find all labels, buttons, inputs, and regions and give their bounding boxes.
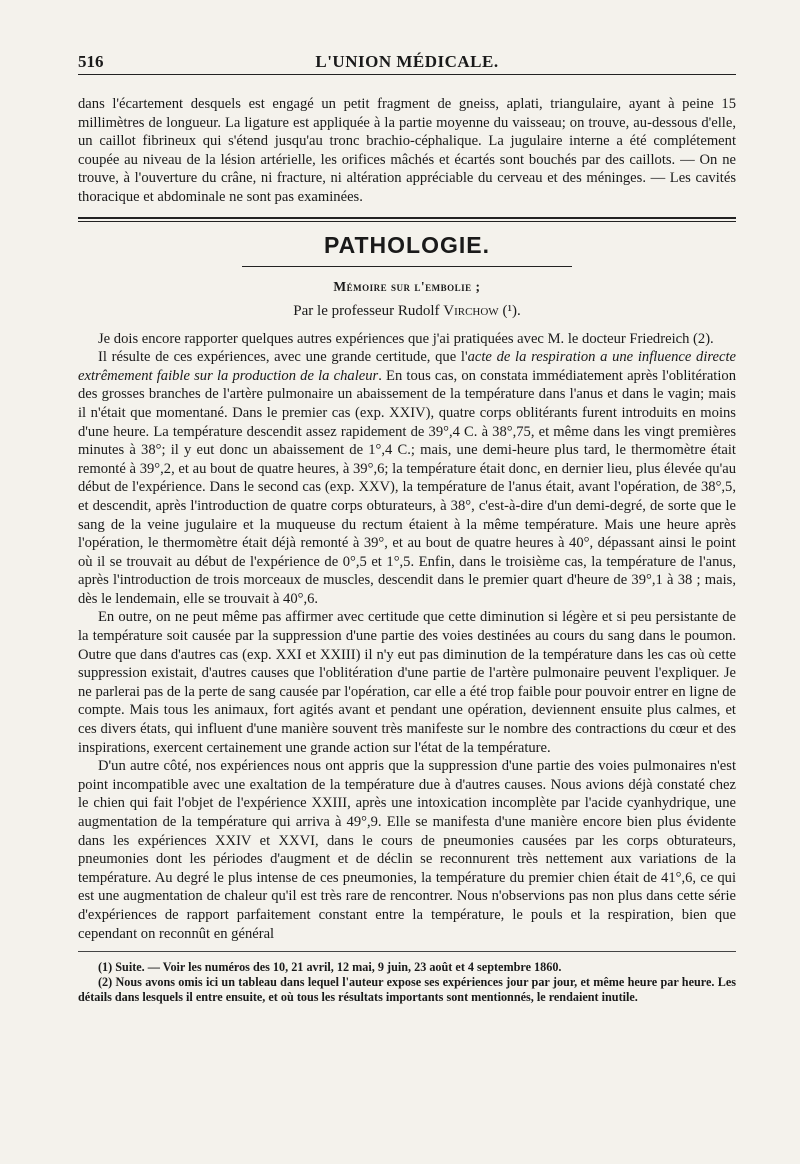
paragraph-2-start: Il résulte de ces expériences, avec une grande certitude, que l' — [98, 349, 468, 366]
footnotes — [78, 960, 736, 1005]
body-paragraph-2 — [78, 348, 736, 608]
paragraph-2-rest: . En tous cas, on constata immédiatement après l'oblitération des grosses branches de l'artère pulmonaire un abaissement de la température dans l'anus et dans le vagin; mais il n'était que momentané. Dans le premier cas (exp. XXIV), quatre corps oblitérants furent introduits en moins d'une heure. La température descendit assez rapidement de 39°,4 C. à 38°,75, et même dans les vingt premières minutes à 38°; il y eut donc un abaissement de 1°,4 C.; mais, une demi-heure plus tard, le thermomètre était remonté à 39°,2, et au bout de quatre heures, à 39°,6; la température était donc, en dernier lieu, plus élevée qu'au début de l'expérience. Dans le second cas (exp. XXV), la température de l'anus était, avant l'opération, de 38°,5, et descendit, après l'introduction de quatre corps obturateurs, à 38°, c'est-à-dire d'un demi-degré, de sorte que le sang de la veine jugulaire et la muqueuse du rectum étaient à la même température. Mais une heure après l'opération, le thermomètre était déjà remonté à 39°, et au bout de quatre heures à 40°, dépassant ainsi le point où il se trouvait au début de l'expérience de 0°,5 et 1°,5. Enfin, dans le troisième cas, la température de l'anus, après l'introduction de trois morceaux de muscles, descendit dans le premier quart d'heure de 39°,1 à 38 ; mais, dès le lendemain, elle se trouvait à 40°,6. — [78, 367, 737, 607]
page-number: 516 — [78, 52, 104, 71]
title-underline — [242, 266, 572, 267]
body-paragraph-4: D'un autre côté, nos expériences nous ont appris que la suppression d'une partie des voies pulmonaires n'est point incompatible avec une exaltation de la température due à d'autres causes. Nous avions déjà constaté chez le chien qui fait l'objet de l'expérience XXIII, après une intoxication incomplète par l'acide cyanhydrique, une augmentation de la température qui arriva à 49°,9. Elle se manifesta d'une manière encore bien plus évidente dans les expériences XXIV et XXVI, dans le cours de pneumonies causées par les corps obturateurs, pneumonies dont les périodes d'augment et de déclin se reconnurent très nettement aux variations de la température. Au degré le plus intense de ces pneumonies, la température du premier chien était de 41°,6, ce qui est une augmentation de chaleur qu'il est très rare de rencontrer. Nous n'observions pas non plus dans cette série d'expériences de rapport parfaitement constant entre la température, le pouls et la respiration, bien que cependant on reconnût en général — [78, 758, 736, 942]
running-head — [78, 48, 736, 75]
footnote-1: (1) Suite. — Voir les numéros des 10, 21 avril, 12 mai, 9 juin, 23 août et 4 septembre 1860. — [98, 960, 562, 975]
intro-paragraph: dans l'écartement desquels est engagé un petit fragment de gneiss, aplati, triangulaire, ayant à peine 15 millimètres de longueur. La ligature est appliquée à la partie moyenne du vaisseau; on trouve, au-dessous d'elle, un caillot fibrineux qui s'étend jusqu'au tronc brachio-céphalique. La jugulaire interne a été complétement coupée au niveau de la lésion artérielle, les orifices mâchés et écartés sont bouchés par des caillots. — On ne trouve, à l'ouverture du crâne, ni fracture, ni altération appréciable du cerveau et des méninges. — Les cavités thoracique et abdominale ne sont pas examinées. — [78, 96, 736, 205]
journal-page — [78, 48, 736, 1005]
memoir-title: Mémoire sur l'embolie ; — [333, 278, 481, 294]
byline-prefix: Par le professeur Rudolf — [293, 302, 444, 319]
section-title: PATHOLOGIE. — [323, 231, 491, 258]
author-name: Virchow — [443, 302, 499, 319]
byline-footnote-ref: (¹). — [498, 302, 521, 319]
paragraph-2-emphasis: acte de la respiration a une influence directe extrêmement faible sur la production de la chaleur — [78, 349, 736, 384]
author-byline — [78, 303, 736, 320]
section-divider — [78, 217, 736, 222]
footnote-2: (2) Nous avons omis ici un tableau dans lequel l'auteur expose ses expériences jour par jour, et même heure par heure. Les détails dans lesquels il entre ensuite, et où tous les résultats importants sont mentionnés, le rendaient inutile. — [78, 975, 736, 1005]
body-paragraph-3: En outre, on ne peut même pas affirmer avec certitude que cette diminution si légère et si peu persistante de la température soit causée par la suppression d'une partie des voies destinées au cours du sang dans le poumon. Outre que dans d'autres cas (exp. XXI et XXIII) il n'y eut pas diminution de la température dans les cas où cette suppression existait, d'autres causes que l'oblitération d'une partie de l'artère pulmonaire peuvent l'expliquer. Je ne parlerai pas de la perte de sang causée par l'opération, car elle a été trop faible pour pouvoir entrer en ligne de compte. Mais tous les animaux, fort agités avant et pendant une opération, deviennent ensuite plus calmes, et ces divers états, qui influent d'une manière souvent très manifeste sur le nombre des contractions du cœur et des inspirations, exercent certainement une grande action sur l'état de la température. — [78, 609, 736, 756]
footnote-divider — [78, 951, 736, 952]
body-paragraph-1: Je dois encore rapporter quelques autres expériences que j'ai pratiquées avec M. le docteur Friedreich (2). — [98, 330, 714, 347]
journal-title: L'UNION MÉDICALE. — [315, 52, 499, 71]
